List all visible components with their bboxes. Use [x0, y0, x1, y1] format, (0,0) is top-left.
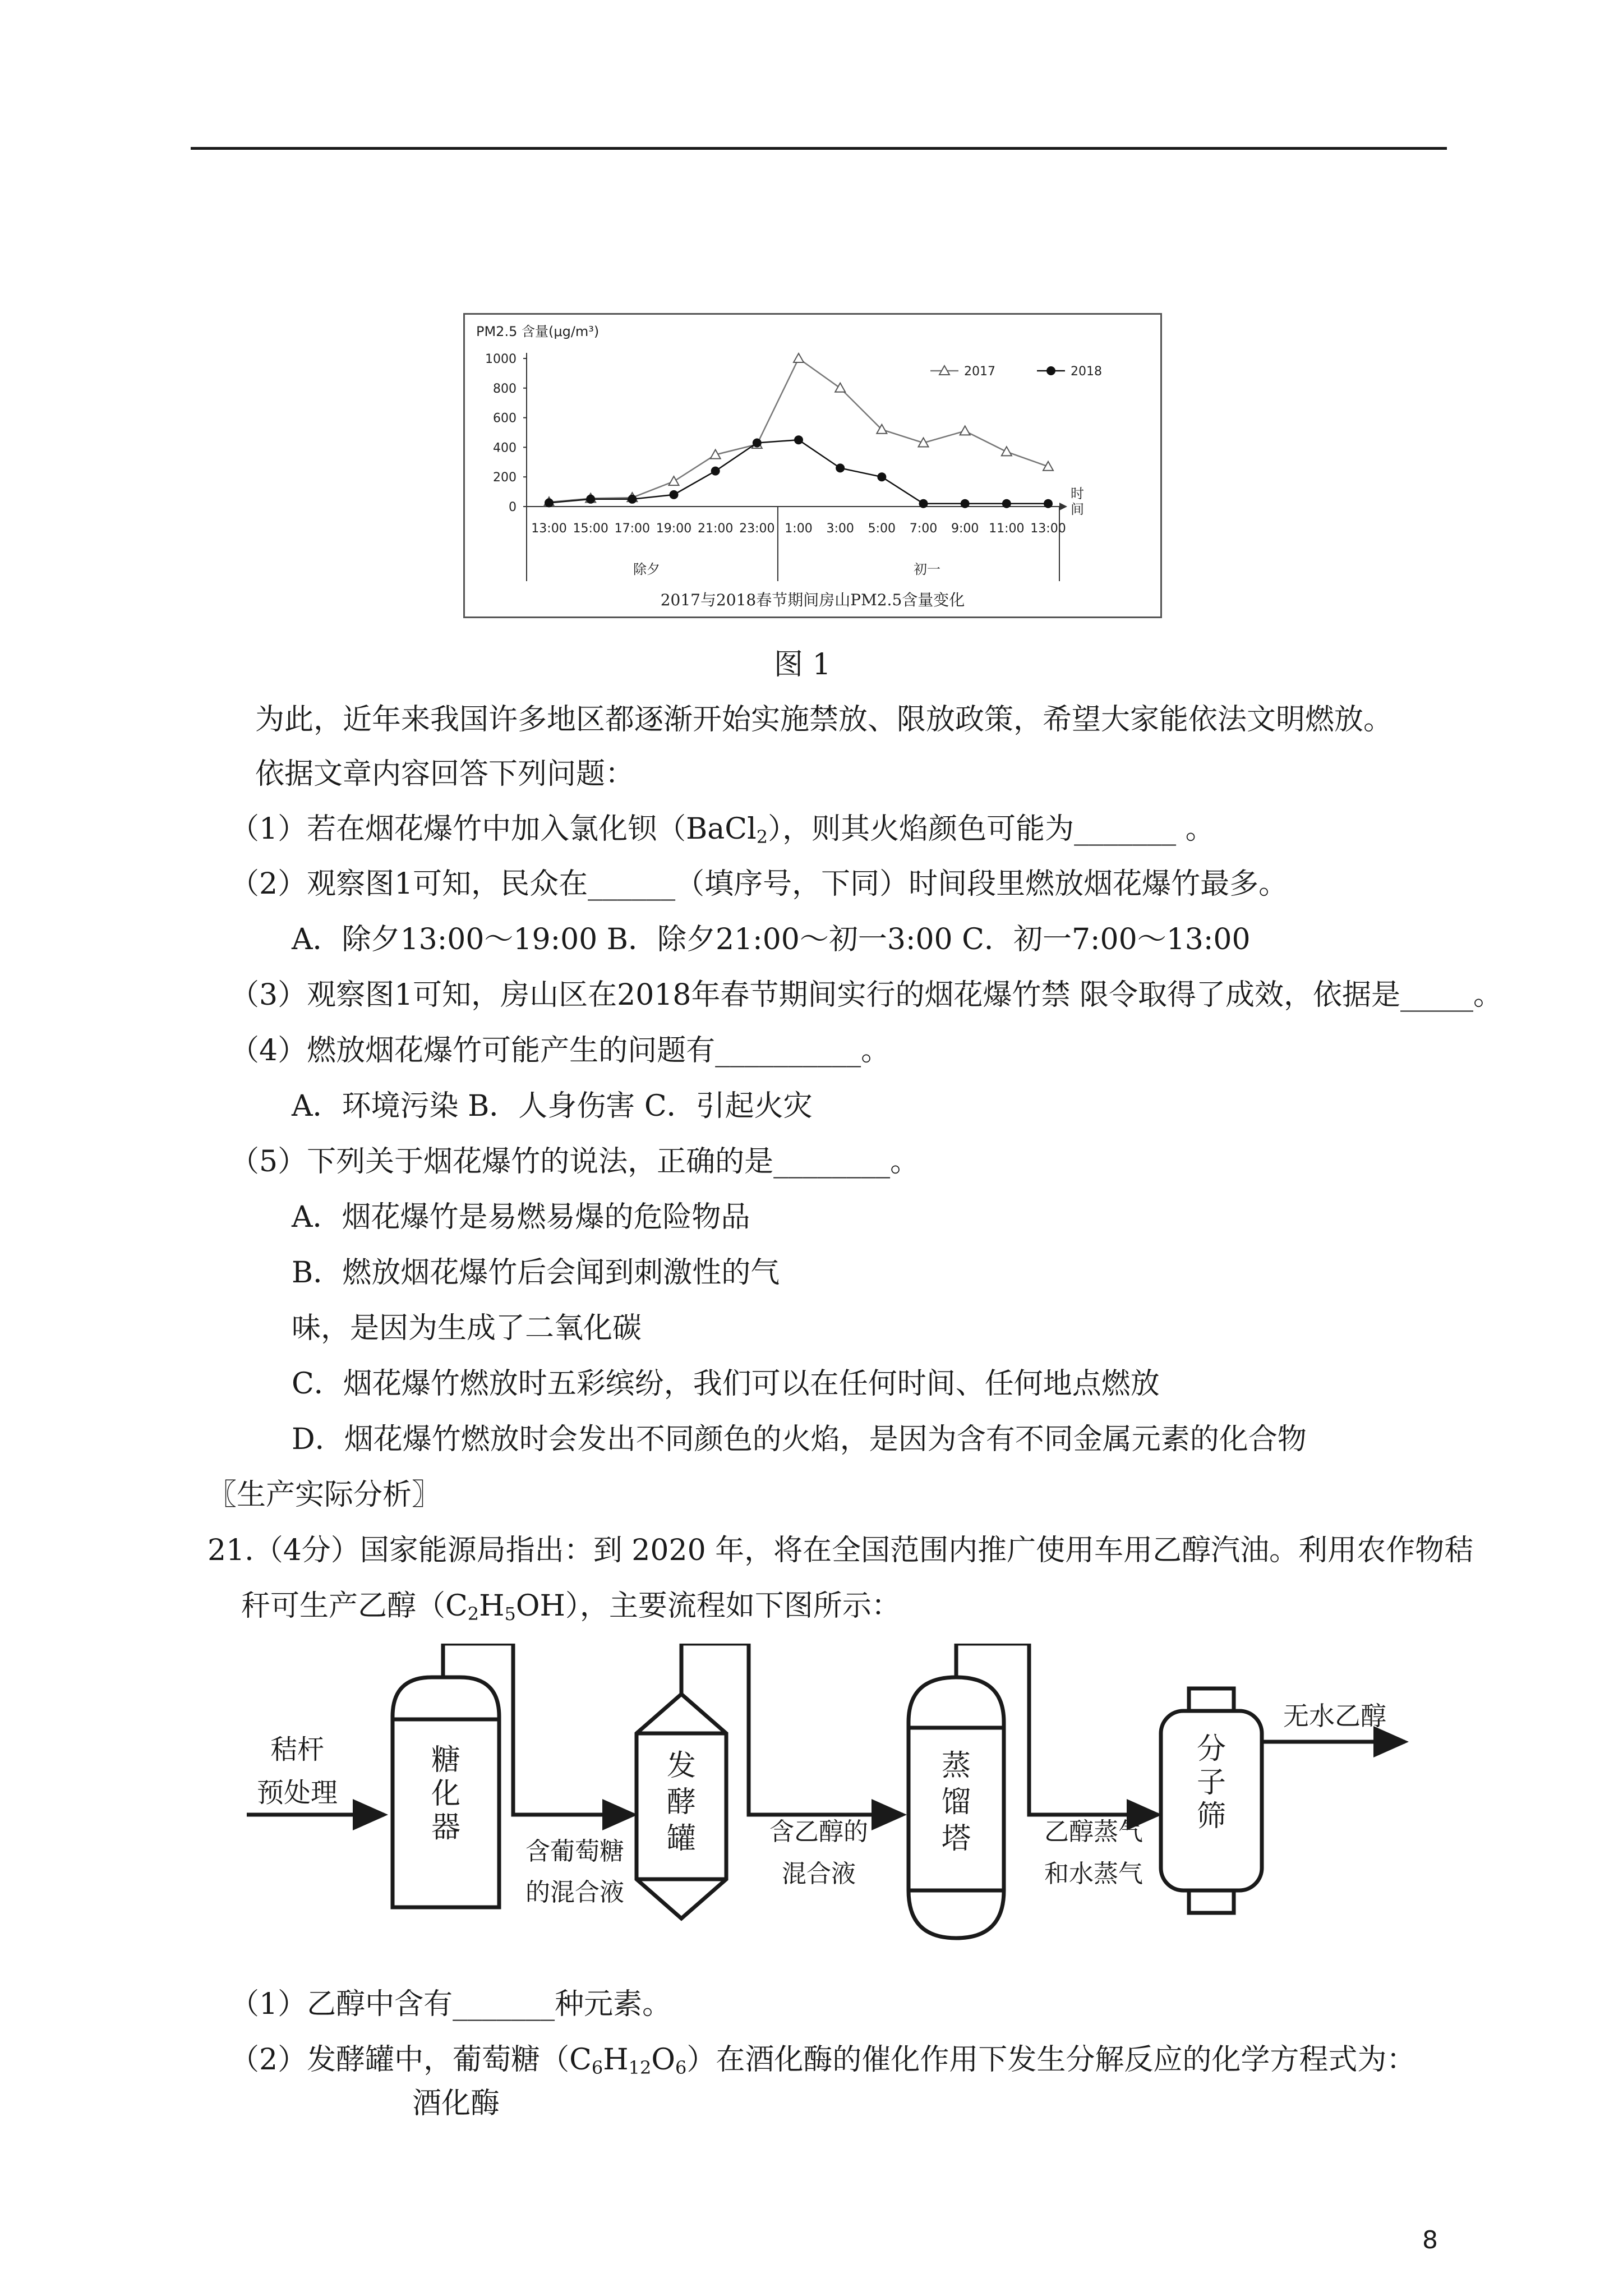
chart-xtick-label: 23:00 [739, 522, 775, 536]
series-2018-point [545, 498, 554, 507]
pm25-chart-svg [465, 315, 1160, 616]
question-21-line2: 秆可生产乙醇$(C_2H_5OH)$，主要流程如下图所示： [241, 1589, 901, 1625]
chart-xtick-label: 17:00 [614, 522, 651, 536]
sieve-char-2: 子 [1196, 1766, 1227, 1800]
paragraph-2: 依据文章内容回答下列问题： [255, 757, 635, 791]
enzyme-label: 酒化酶 [412, 2087, 500, 2120]
chart-group-label-chuxi: 除夕 [633, 562, 660, 577]
flow-input-line2: 预处理 [256, 1777, 338, 1809]
chart-ytick-label: 200 [493, 471, 517, 485]
chart-xtick-label: 13:00 [1030, 522, 1066, 536]
fermenter-char-2: 酵 [666, 1786, 697, 1819]
chart-legend [930, 365, 1102, 379]
legend-2018-marker [1046, 366, 1055, 375]
series-2018-point [836, 463, 845, 472]
chart-group-label-chuyi: 初一 [914, 562, 940, 577]
series-2017-point [794, 353, 804, 362]
chart-xtick-label: 13:00 [531, 522, 567, 536]
sub-question-1: （1）乙醇中含有_______种元素。 [230, 1987, 672, 2021]
question-2: （2）观察图1可知，民众在______（填序号，下同）时间段里燃放烟花爆竹最多。 [230, 867, 1288, 901]
series-2018-point [711, 467, 720, 476]
ethanol-process-diagram [247, 1644, 1424, 1958]
distillation-char-1: 蒸 [941, 1749, 971, 1783]
series-2018-point [628, 495, 637, 504]
series-2018-point [961, 499, 970, 508]
chart-xtick-label: 1:00 [785, 522, 813, 536]
question-4: （4）燃放烟花爆竹可能产生的问题有__________。 [230, 1034, 891, 1068]
series-2017-line [549, 358, 1048, 502]
link-3-label-1: 乙醇蒸气 [1044, 1818, 1143, 1846]
series-2018-point [794, 435, 803, 444]
series-2018-point [877, 472, 886, 481]
link-1-line [443, 1644, 634, 1815]
chart-xtick-label: 21:00 [697, 522, 734, 536]
chart-ytick-label: 1000 [485, 352, 517, 366]
legend-2017-label: 2017 [964, 365, 995, 379]
question-5-option-d: D．烟花爆竹燃放时会发出不同颜色的火焰，是因为含有不同金属元素的化合物 [292, 1423, 1307, 1456]
series-2018-point [670, 490, 679, 499]
section-heading: 〖生产实际分析〗 [208, 1478, 441, 1512]
question-2-options: A．除夕13:00～19:00 B．除夕21:00～初一3:00 C．初一7:00～13:00 [292, 923, 1251, 956]
series-2018-line [549, 440, 1048, 504]
link-2-label-1: 含乙醇的 [769, 1818, 868, 1846]
series-2018-point [586, 495, 595, 504]
link-1-label-2: 的混合液 [525, 1878, 624, 1907]
legend-2018-label: 2018 [1071, 365, 1102, 379]
chart-ylabel: PM2.5 含量(μg/m³) [476, 324, 600, 339]
header-rule [191, 147, 1447, 150]
chart-ytick-label: 800 [493, 381, 517, 396]
question-5-option-b-line2: 味，是因为生成了二氧化碳 [292, 1312, 642, 1345]
pm25-chart [463, 313, 1162, 618]
chart-ytick-label: 0 [509, 500, 517, 514]
chart-xtick-label: 15:00 [573, 522, 608, 536]
question-5-option-b-line1: B．燃放烟花爆竹后会闻到刺激性的气 [292, 1256, 780, 1290]
question-5-option-c: C．烟花爆竹燃放时五彩缤纷，我们可以在任何时间、任何地点燃放 [292, 1367, 1160, 1401]
chart-xtick-label: 9:00 [951, 522, 979, 536]
link-2-label-2: 混合液 [782, 1860, 856, 1888]
fermenter-char-1: 发 [666, 1749, 697, 1783]
page-number: 8 [1422, 2226, 1438, 2254]
chart-xlabel: 时 [1071, 486, 1084, 501]
chart-xtick-label: 5:00 [868, 522, 896, 536]
series-2018-point [919, 499, 928, 508]
series-2017-point [1002, 447, 1012, 455]
fermenter-char-3: 罐 [666, 1822, 697, 1856]
chart-xlabel-2: 间 [1071, 501, 1084, 517]
series-2017-point [960, 426, 970, 435]
question-5-option-a: A．烟花爆竹是易燃易爆的危险物品 [292, 1200, 750, 1234]
question-3: （3）观察图1可知，房山区在2018年春节期间实行的烟花爆竹禁 限令取得了成效，依据是_____。 [230, 978, 1503, 1012]
series-2018-point [753, 438, 762, 447]
molecular-sieve-cap-top [1189, 1688, 1234, 1711]
saccharifier-char-3: 器 [431, 1811, 461, 1844]
saccharifier-char-1: 糖 [431, 1743, 461, 1777]
chart-xtick-label: 3:00 [826, 522, 854, 536]
link-2-line [681, 1644, 903, 1815]
chart-caption: 2017与2018春节期间房山PM2.5含量变化 [660, 591, 965, 609]
chart-xtick-label: 11:00 [989, 522, 1025, 536]
molecular-sieve-cap-bottom [1189, 1890, 1234, 1913]
question-4-options: A．环境污染 B．人身伤害 C．引起火灾 [292, 1089, 813, 1123]
chart-ytick-label: 600 [493, 411, 517, 426]
sieve-char-3: 筛 [1196, 1800, 1227, 1833]
question-1: （1）若在烟花爆竹中加入氯化钡（BaCl$_2$），则其火焰颜色可能为_______ 。 [230, 812, 1215, 848]
series-2017-point [669, 476, 679, 485]
question-5: （5）下列关于烟花爆竹的说法，正确的是________。 [230, 1145, 920, 1179]
flow-output-label: 无水乙醇 [1283, 1701, 1386, 1731]
sub-question-2: （2）发酵罐中，葡萄糖$(C_6H_{12}O_6)$在酒化酶的催化作用下发生分解反应的化学方程式为： [230, 2043, 1416, 2078]
series-2018-point [1002, 499, 1011, 508]
distillation-char-2: 馏 [941, 1786, 971, 1819]
chart-x-axis-arrow [1059, 503, 1067, 510]
chart-xtick-label: 19:00 [656, 522, 692, 536]
chart-xtick-label: 7:00 [909, 522, 938, 536]
question-21-line1: 21.（4分）国家能源局指出：到 2020 年，将在全国范围内推广使用车用乙醇汽油。利用农作物秸 [208, 1534, 1474, 1567]
series-2017-point [835, 383, 845, 392]
chart-ytick-label: 400 [493, 441, 517, 455]
flow-input-line1: 秸杆 [270, 1734, 325, 1765]
distillation-char-3: 塔 [941, 1822, 971, 1856]
link-1-label-1: 含葡萄糖 [525, 1837, 624, 1866]
sieve-char-1: 分 [1196, 1732, 1227, 1766]
saccharifier-char-2: 化 [431, 1777, 461, 1811]
paragraph-1: 为此，近年来我国许多地区都逐渐开始实施禁放、限放政策，希望大家能依法文明燃放。 [255, 703, 1393, 737]
series-2018-point [1044, 499, 1053, 508]
link-3-label-2: 和水蒸气 [1044, 1860, 1143, 1888]
figure-label: 图 1 [774, 648, 831, 682]
